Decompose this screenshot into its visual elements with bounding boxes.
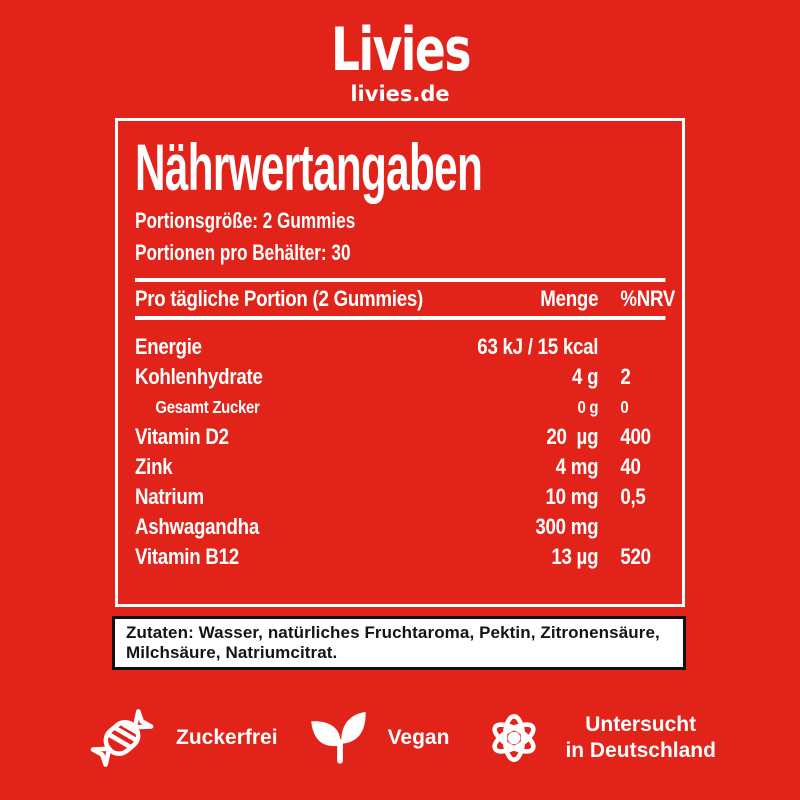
table-row [135, 332, 665, 362]
nutrient-name: Natrium [135, 484, 204, 509]
badge-sugarfree [84, 700, 278, 776]
table-row [135, 362, 665, 392]
nutrient-nrv: 2 [620, 364, 631, 389]
brand-header [0, 15, 800, 106]
badge-label-line2: in Deutschland [565, 738, 716, 762]
table-header-row [135, 282, 676, 316]
brand-logo: Livies [330, 15, 470, 85]
badges-row [0, 690, 800, 785]
candy-icon [84, 700, 160, 776]
nutrient-name: Vitamin D2 [135, 424, 229, 449]
nutrient-amount: 0 g [577, 396, 599, 417]
table-row-sub [135, 392, 665, 422]
nutrient-nrv: 520 [620, 544, 651, 569]
nutrient-name: Vitamin B12 [135, 544, 239, 569]
nutrient-amount: 300 mg [535, 514, 599, 539]
nutrient-amount: 4 g [571, 364, 599, 389]
nutrient-amount: 4 mg [555, 454, 599, 479]
badge-tested-germany [479, 703, 716, 773]
badge-label-sugarfree: Zuckerfrei [176, 725, 278, 749]
ingredients-box [112, 616, 686, 670]
panel-title: Nährwertangaben [135, 130, 483, 204]
nutrient-name: Gesamt Zucker [155, 396, 260, 417]
nutrient-name: Kohlenhydrate [135, 364, 263, 389]
nutrient-nrv: 400 [620, 424, 651, 449]
badge-label-vegan: Vegan [387, 725, 450, 749]
atom-icon [479, 703, 549, 773]
nutrient-amount: 63 kJ / 15 kcal [477, 334, 599, 359]
ingredients-text: Zutaten: Wasser, natürliches Fruchtaroma, Pektin, Zitronensäure, Milchsäure, Natriumcitrat. [126, 623, 660, 662]
table-row [135, 482, 665, 512]
nutrition-panel [115, 118, 685, 607]
nutrition-table [135, 278, 676, 572]
nutrient-amount: 20 µg [546, 424, 599, 449]
table-row [135, 512, 665, 542]
nutrient-rows [135, 320, 665, 572]
header-amount: Menge [540, 286, 599, 311]
sprout-icon [308, 706, 372, 770]
nutrient-name: Energie [135, 334, 202, 359]
serving-size: Portionsgröße: 2 Gummies [135, 208, 356, 233]
nutrient-nrv: 0 [620, 396, 629, 417]
header-nrv: %NRV [620, 286, 676, 311]
nutrient-nrv: 40 [620, 454, 641, 479]
table-row [135, 422, 665, 452]
badge-label-line1: Untersucht [585, 712, 697, 736]
nutrient-amount: 10 mg [545, 484, 599, 509]
badge-vegan [308, 706, 450, 770]
badge-label-tested-germany [565, 712, 716, 764]
table-row [135, 542, 665, 572]
nutrient-name: Zink [135, 454, 173, 479]
brand-website: livies.de [350, 82, 450, 106]
nutrient-nrv: 0,5 [620, 484, 646, 509]
header-portion: Pro tägliche Portion (2 Gummies) [135, 286, 423, 311]
servings-per-container: Portionen pro Behälter: 30 [135, 240, 351, 265]
nutrient-name: Ashwagandha [135, 514, 259, 539]
table-row [135, 452, 665, 482]
nutrient-amount: 13 µg [551, 544, 599, 569]
